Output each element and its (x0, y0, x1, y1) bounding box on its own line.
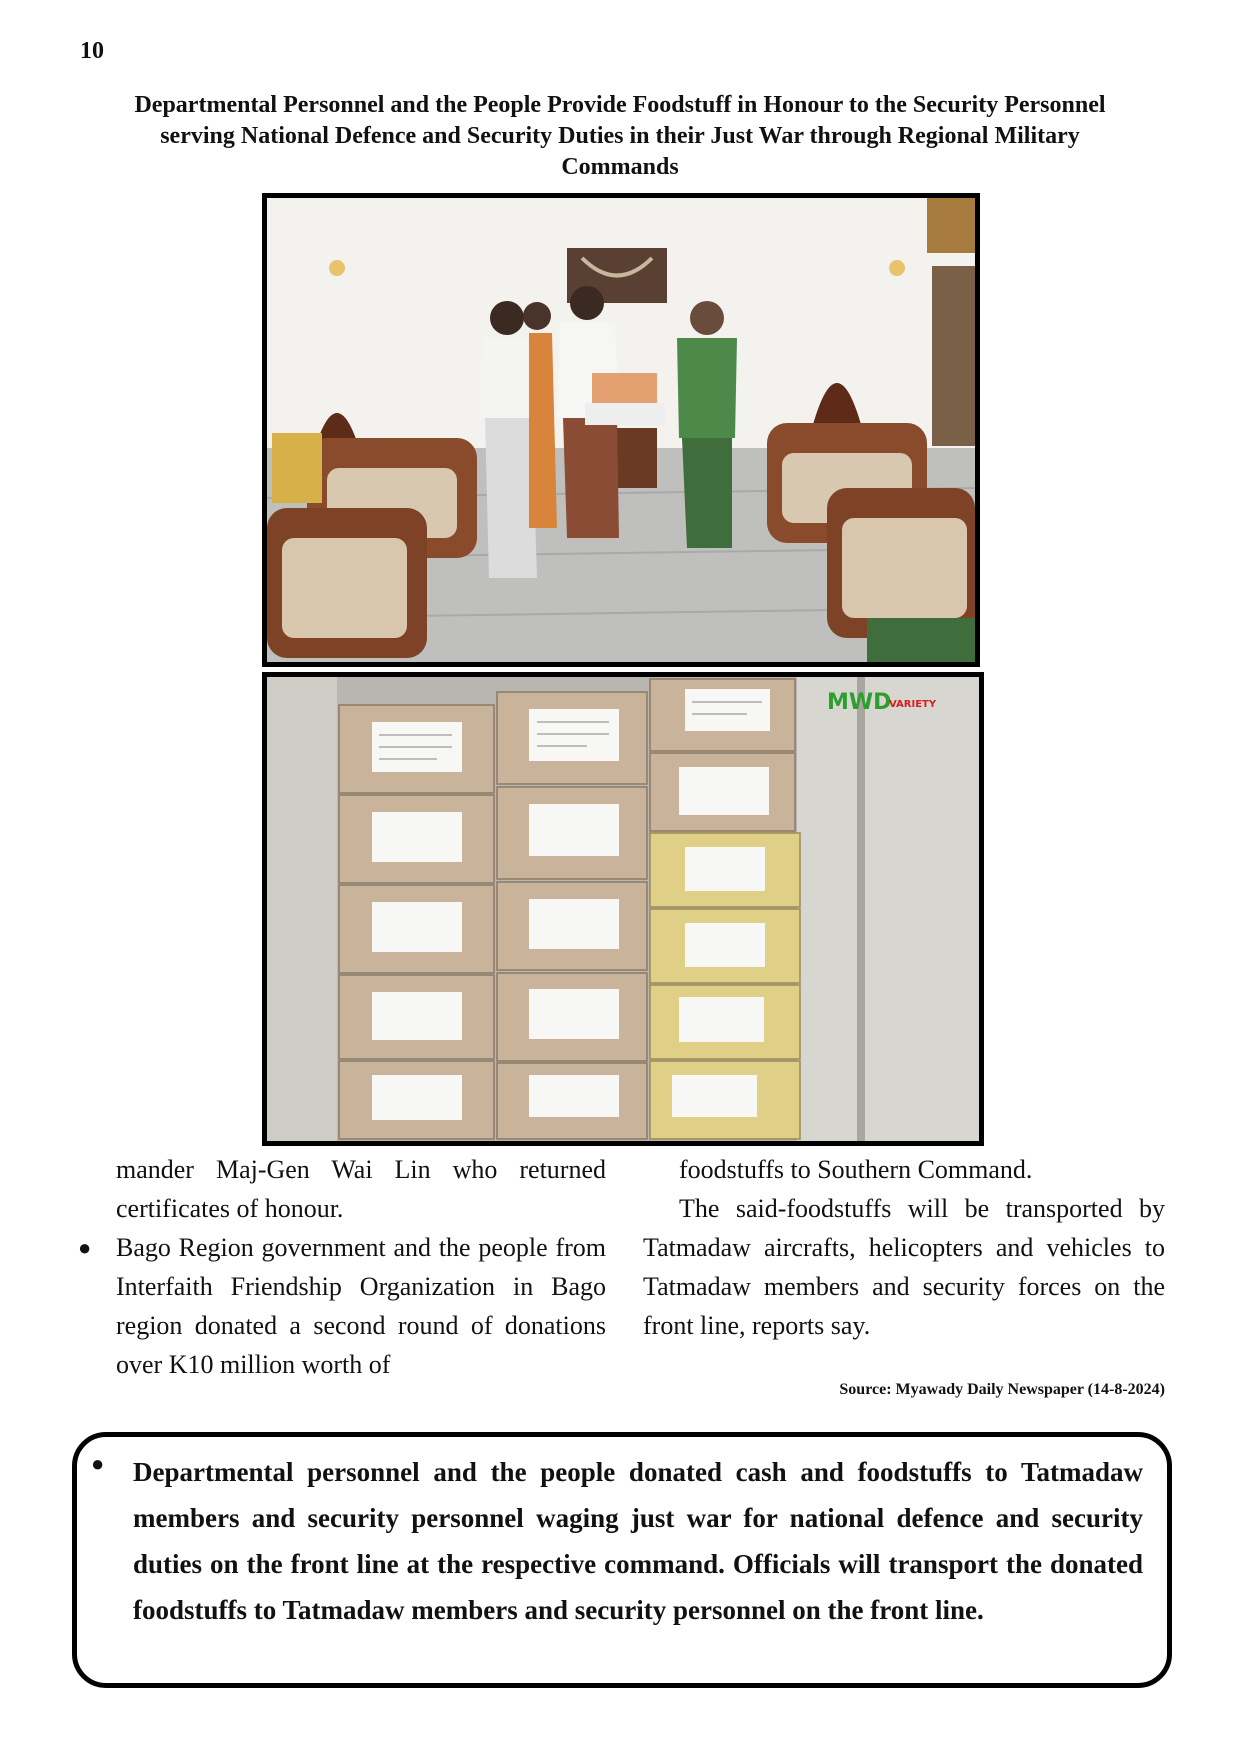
mwd-logo-text: MWD (827, 690, 892, 715)
donated-boxes-photo (262, 672, 984, 1146)
page-number: 10 (80, 38, 104, 64)
mwd-logo-subtext: VARIETY (889, 699, 937, 710)
left-column-bullet-item (78, 1228, 606, 1384)
page-headline: Departmental Personnel and the People Provide Foodstuff in Honour to the Security Personnel serving National Defence and Security Duties in their Just War through Regional Military Commands (134, 92, 1106, 180)
right-column (643, 1150, 1165, 1345)
right-column-continuation: foodstuffs to Southern Command. (679, 1155, 1033, 1184)
left-column-continuation: mander Maj-Gen Wai Lin who returned certificates of honour. (116, 1155, 606, 1223)
left-column (78, 1150, 606, 1384)
summary-text: Departmental personnel and the people donated cash and foodstuffs to Tatmadaw members and security personnel waging just war for national defence and security duties on the front line at the respective command. Officials will transport the donated foodstuffs to Tatmadaw members and security personnel on the front line. (133, 1457, 1143, 1625)
left-column-bullet-text: Bago Region government and the people from Interfaith Friendship Organization in Bago region donated a second round of donations over K10 million worth of (116, 1233, 606, 1379)
summary-box (72, 1432, 1172, 1688)
right-column-paragraph: The said-foodstuffs will be transported by Tatmadaw aircrafts, helicopters and vehicles to Tatmadaw members and security forces on the front line, reports say. (643, 1194, 1165, 1340)
bullet-dot-icon: ● (91, 1451, 105, 1476)
bullet-dot-icon: ● (78, 1235, 92, 1260)
ceremony-photo (262, 193, 980, 667)
source-citation: Source: Myawady Daily Newspaper (14-8-2024) (839, 1381, 1165, 1398)
